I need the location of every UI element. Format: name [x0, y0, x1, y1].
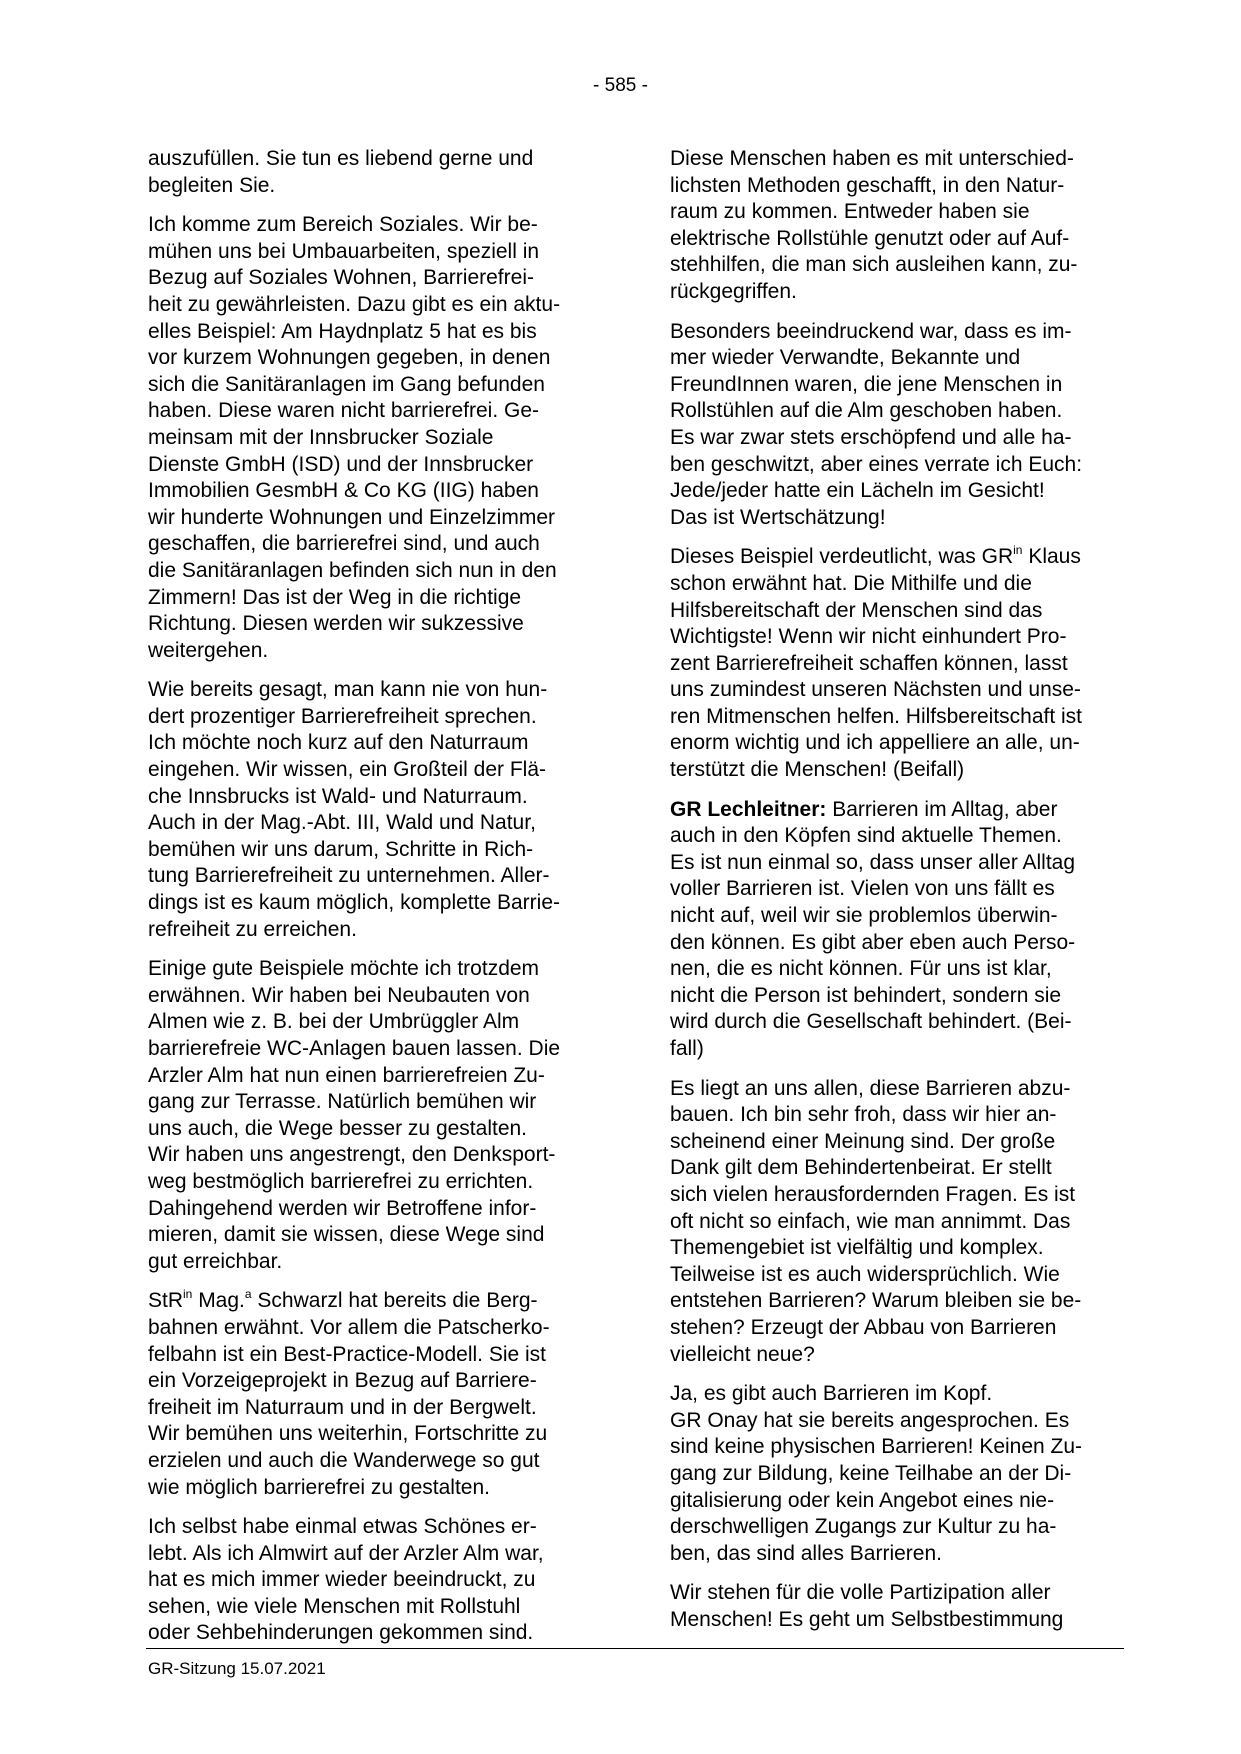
- text-run: Schwarzl hat bereits die Berg- bahnen erwähnt. Vor allem die Patscherko- felbahn ist ein Best-Practice-Modell. Sie ist ein Vorzeigeprojekt in Bezug auf Barriere- freiheit im Naturraum und in der Bergwelt. Wir bemühen uns weiterhin, Fortschritte zu erzielen und auch die Wanderwege so gut wie möglich barrierefrei zu gestalten.: [148, 1289, 550, 1499]
- paragraph: Ich komme zum Bereich Soziales. Wir be- mühen uns bei Umbauarbeiten, speziell in Bezug auf Soziales Wohnen, Barrierefrei- heit zu gewährleisten. Dazu gibt es ein aktu- elles Beispiel: Am Haydnplatz 5 hat es bis vor kurzem Wohnungen gegeben, in denen sich die Sanitäranlagen im Gang befunden haben. Diese waren nicht barrierefrei. Ge- meinsam mit der Innsbrucker Soziale Dienste GmbH (ISD) und der Innsbrucker Immobilien GesmbH & Co KG (IIG) haben wir hunderte Wohnungen und Einzelzimmer geschaffen, die barrierefrei sind, und auch die Sanitäranlagen befinden sich nun in den Zimmern! Das ist der Weg in die richtige Richtung. Diesen werden wir sukzessive weitergehen.: [148, 213, 561, 662]
- text-run: Dieses Beispiel verdeutlicht, was GR: [670, 545, 1014, 569]
- left-column: [148, 146, 598, 1660]
- right-column: [670, 146, 1120, 1646]
- text-run: StR: [148, 1289, 184, 1313]
- footer-divider: [146, 1648, 1124, 1649]
- paragraph: [670, 544, 1120, 783]
- paragraph: Es liegt an uns allen, diese Barrieren abzu- bauen. Ich bin sehr froh, dass wir hier an- scheinend einer Meinung sind. Der große Dank gilt dem Behindertenbeirat. Er stellt sich vielen herausfordernden Fragen. Es ist oft nicht so einfach, wie man annimmt. Das Themengebiet ist vielfältig und komplex. Teilweise ist es auch widersprüchlich. Wie entstehen Barrieren? Warum bleiben sie be- stehen? Erzeugt der Abbau von Barrieren vielleicht neue?: [670, 1076, 1082, 1366]
- paragraph: Einige gute Beispiele möchte ich trotzdem erwähnen. Wir haben bei Neubauten von Almen wie z. B. bei der Umbrüggler Alm barrierefreie WC-Anlagen bauen lassen. Die Arzler Alm hat nun einen barrierefreien Zu- gang zur Terrasse. Natürlich bemühen wir uns auch, die Wege besser zu gestalten. Wir haben uns angestrengt, den Denksport- weg bestmöglich barrierefrei zu errichten. Dahingehend werden wir Betroffene infor- mieren, damit sie wissen, diese Wege sind gut erreichbar.: [148, 957, 561, 1273]
- paragraph: Wir stehen für die volle Partizipation aller Menschen! Es geht um Selbstbestimmung: [670, 1581, 1064, 1631]
- paragraph: Wie bereits gesagt, man kann nie von hun- dert prozentiger Barrierefreiheit sprechen. Ich möchte noch kurz auf den Naturraum eingehen. Wir wissen, ein Großteil der Flä- che Innsbrucks ist Wald- und Naturraum. Auch in der Mag.-Abt. III, Wald und Natur, bemühen wir uns darum, Schritte in Rich- tung Barrierefreiheit zu unternehmen. Aller- dings ist es kaum möglich, komplette Barrie- refreiheit zu erreichen.: [148, 678, 560, 941]
- paragraph: Ja, es gibt auch Barrieren im Kopf. GR Onay hat sie bereits angesprochen. Es sind keine physischen Barrieren! Keinen Zu- gang zur Bildung, keine Teilhabe an der Di- gitalisierung oder kein Angebot eines nie- derschwelligen Zugangs zur Kultur zu ha- ben, das sind alles Barrieren.: [670, 1382, 1083, 1565]
- superscript: in: [1013, 543, 1023, 558]
- footer-text: GR-Sitzung 15.07.2021: [148, 1659, 326, 1678]
- speaker-name: GR Lechleitner:: [670, 797, 827, 821]
- paragraph: [148, 1288, 598, 1501]
- paragraph: Diese Menschen haben es mit unterschied- lichsten Methoden geschafft, in den Natur- raum zu kommen. Entweder haben sie elektrische Rollstühle genutzt oder auf Auf- stehhilfen, die man sich ausleihen kann, zu- rückgegriffen.: [670, 147, 1078, 303]
- superscript: a: [244, 1287, 252, 1302]
- text-run: Barrieren im Alltag, aber auch in den Köpfen sind aktuelle Themen. Es ist nun einmal so, dass unser aller Alltag voller Barrieren ist. Vielen von uns fällt es nicht auf, weil wir sie problemlos überwin- den können. Es gibt aber eben auch Perso- nen, die es nicht können. Für uns ist klar, nicht die Person ist behindert, sondern sie wird durch die Gesellschaft behindert. (Bei- fall): [670, 797, 1076, 1060]
- paragraph: auszufüllen. Sie tun es liebend gerne und begleiten Sie.: [148, 147, 534, 197]
- paragraph: Ich selbst habe einmal etwas Schönes er- lebt. Als ich Almwirt auf der Arzler Alm war, hat es mich immer wieder beeindruckt, zu sehen, wie viele Menschen mit Rollstuhl oder Sehbehinderungen gekommen sind.: [148, 1515, 544, 1645]
- text-run: Klaus schon erwähnt hat. Die Mithilfe und die Hilfsbereitschaft der Menschen sind das Wichtigste! Wenn wir nicht einhundert Pro- zent Barrierefreiheit schaffen können, lasst uns zumindest unseren Nächsten und unse- ren Mitmenschen helfen. Hilfsbereitschaft ist enorm wichtig und ich appelliere an alle, un- terstützt die Menschen! (Beifall): [670, 545, 1083, 782]
- page-number: - 585 -: [593, 75, 648, 96]
- text-run: Mag.: [192, 1289, 245, 1313]
- paragraph: Besonders beeindruckend war, dass es im- mer wieder Verwandte, Bekannte und FreundInnen waren, die jene Menschen in Rollstühlen auf die Alm geschoben haben. Es war zwar stets erschöpfend und alle ha- ben geschwitzt, aber eines verrate ich Euch: Jede/jeder hatte ein Lächeln im Gesicht! Das ist Wertschätzung!: [670, 319, 1083, 529]
- superscript: in: [183, 1287, 193, 1302]
- paragraph: [670, 797, 1120, 1063]
